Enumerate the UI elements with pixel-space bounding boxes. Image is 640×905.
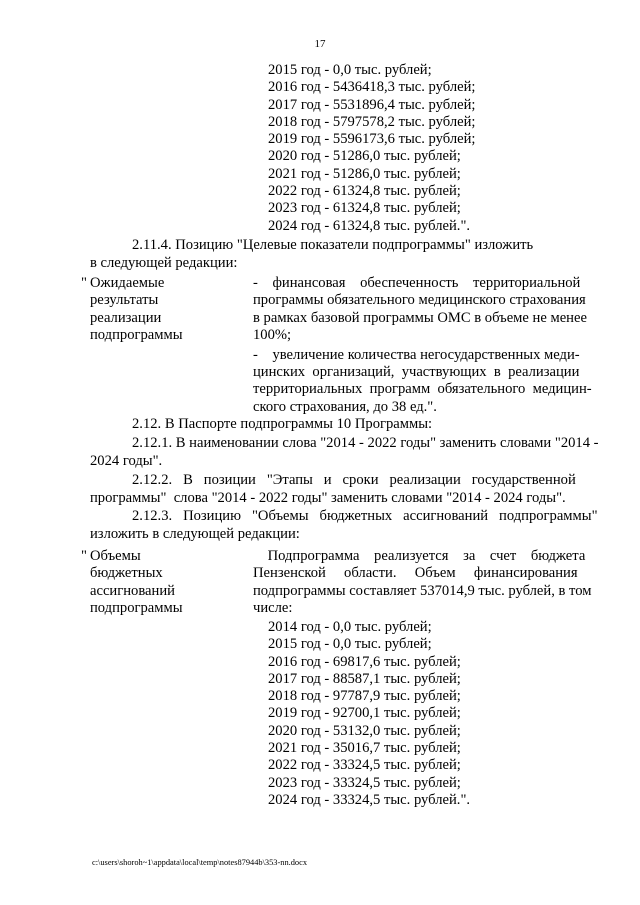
year-line: 2015 год - 0,0 тыс. рублей; xyxy=(268,62,432,78)
value-line: территориальных программ обязательного медицин- xyxy=(253,381,592,398)
paragraph-2-12-2-line2: программы" слова "2014 - 2022 годы" заменить словами "2014 - 2024 годы". xyxy=(90,490,566,506)
year-line: 2016 год - 5436418,3 тыс. рублей; xyxy=(268,79,476,96)
value-line: - увеличение количества негосударственных меди- xyxy=(253,346,580,363)
year-line: 2023 год - 61324,8 тыс. рублей; xyxy=(268,200,461,217)
label-line: реализации xyxy=(90,309,162,326)
label-line: подпрограммы xyxy=(90,600,183,617)
opening-quote: " xyxy=(81,548,87,564)
year-line: 2024 год - 33324,5 тыс. рублей.". xyxy=(268,791,471,808)
value-line: ского страхования, до 38 ед.". xyxy=(253,398,437,415)
table-label-budget-allocations xyxy=(90,548,183,618)
year-line: 2022 год - 61324,8 тыс. рублей; xyxy=(268,183,461,200)
value-line: - финансовая обеспеченность территориальной xyxy=(253,275,581,291)
paragraph-2-12-3-line2: изложить в следующей редакции: xyxy=(90,526,300,542)
funding-years-list xyxy=(268,62,475,235)
year-line: 2017 год - 88587,1 тыс. рублей; xyxy=(268,670,461,687)
paragraph-2-12-1-line1: 2.12.1. В наименовании слова "2014 - 2022 годы" заменить словами "2014 - xyxy=(132,435,599,451)
label-line: Объемы xyxy=(90,548,141,564)
value-line: цинских организаций, участвующих в реализации xyxy=(253,364,580,381)
label-line: результаты xyxy=(90,292,159,309)
year-line: 2015 год - 0,0 тыс. рублей; xyxy=(268,636,432,653)
year-line: 2017 год - 5531896,4 тыс. рублей; xyxy=(268,96,476,113)
budget-years-list xyxy=(268,619,470,809)
paragraph-2-11-4-line1: 2.11.4. Позицию "Целевые показатели подпрограммы" изложить xyxy=(132,237,534,253)
year-line: 2024 год - 61324,8 тыс. рублей.". xyxy=(268,217,471,234)
value-line: подпрограммы составляет 537014,9 тыс. рублей, в том xyxy=(253,582,592,599)
year-line: 2019 год - 5596173,6 тыс. рублей; xyxy=(268,131,476,148)
paragraph-2-12-3-line1: 2.12.3. Позицию "Объемы бюджетных ассигнований подпрограммы" xyxy=(132,508,598,524)
value-line: 100%; xyxy=(253,327,292,344)
year-line: 2020 год - 53132,0 тыс. рублей; xyxy=(268,722,461,739)
year-line: 2018 год - 97787,9 тыс. рублей; xyxy=(268,688,461,705)
label-line: Ожидаемые xyxy=(90,275,165,291)
year-line: 2021 год - 35016,7 тыс. рублей; xyxy=(268,740,461,757)
paragraph-2-11-4-line2: в следующей редакции: xyxy=(90,255,238,271)
value-line: Пензенской области. Объем финансирования xyxy=(253,565,578,582)
paragraph-2-12-2-line1: 2.12.2. В позиции "Этапы и сроки реализации государственной xyxy=(132,472,576,488)
table-value-expected-results xyxy=(253,275,607,416)
value-line: в рамках базовой программы ОМС в объеме не менее xyxy=(253,309,587,326)
year-line: 2019 год - 92700,1 тыс. рублей; xyxy=(268,705,461,722)
value-line: программы обязательного медицинского страхования xyxy=(253,292,586,309)
paragraph-2-12: 2.12. В Паспорте подпрограммы 10 Программы: xyxy=(132,416,433,432)
year-line: 2023 год - 33324,5 тыс. рублей; xyxy=(268,774,461,791)
footer-file-path: c:\users\shoroh~1\appdata\local\temp\notes87944b\353-nn.docx xyxy=(92,858,308,867)
year-line: 2021 год - 51286,0 тыс. рублей; xyxy=(268,165,461,182)
label-line: ассигнований xyxy=(90,582,175,599)
value-line: Подпрограмма реализуется за счет бюджета xyxy=(253,548,586,564)
opening-quote: " xyxy=(81,275,87,291)
table-label-expected-results xyxy=(90,275,183,345)
label-line: бюджетных xyxy=(90,565,163,582)
paragraph-2-12-1-line2: 2024 годы". xyxy=(90,453,163,469)
table-value-budget-allocations xyxy=(253,548,607,618)
year-line: 2014 год - 0,0 тыс. рублей; xyxy=(268,619,432,635)
page-number: 17 xyxy=(314,38,326,50)
year-line: 2018 год - 5797578,2 тыс. рублей; xyxy=(268,113,476,130)
label-line: подпрограммы xyxy=(90,327,183,344)
year-line: 2022 год - 33324,5 тыс. рублей; xyxy=(268,757,461,774)
year-line: 2020 год - 51286,0 тыс. рублей; xyxy=(268,148,461,165)
value-line: числе: xyxy=(253,600,293,617)
year-line: 2016 год - 69817,6 тыс. рублей; xyxy=(268,653,461,670)
